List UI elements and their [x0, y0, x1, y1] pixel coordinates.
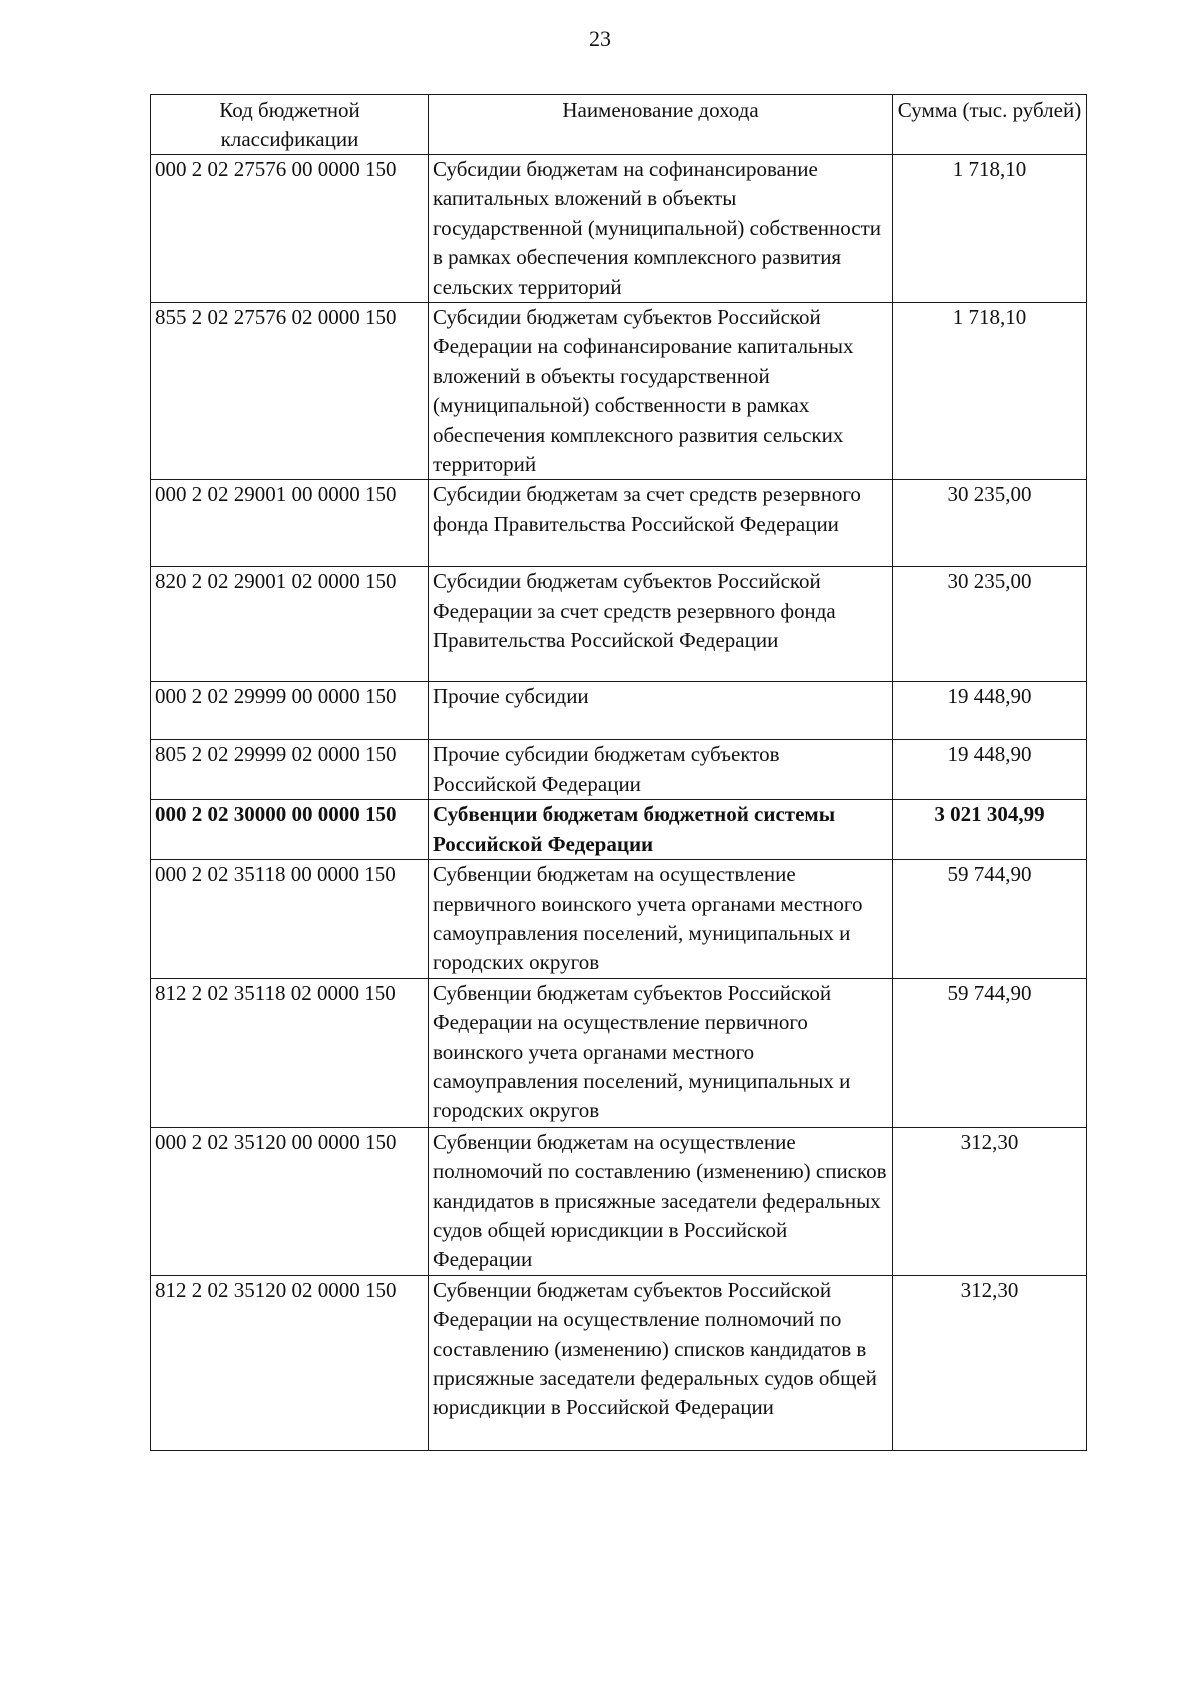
- row-sum: 1 718,10: [893, 303, 1087, 480]
- row-code: 812 2 02 35120 02 0000 150: [151, 1275, 429, 1450]
- table-row: [151, 860, 1087, 979]
- table-row: [151, 303, 1087, 480]
- row-sum: 312,30: [893, 1275, 1087, 1450]
- row-code: 000 2 02 27576 00 0000 150: [151, 155, 429, 303]
- table-row: [151, 1127, 1087, 1275]
- table-row: [151, 567, 1087, 682]
- table-row-total: [151, 800, 1087, 860]
- table-row: [151, 740, 1087, 800]
- row-name: Субвенции бюджетам бюджетной системы Российской Федерации: [429, 800, 893, 860]
- row-sum: 59 744,90: [893, 860, 1087, 979]
- row-sum: 30 235,00: [893, 480, 1087, 567]
- table-body: [151, 155, 1087, 1451]
- row-name: Субсидии бюджетам субъектов Российской Федерации на софинансирование капитальных вложений в объекты государственной (муниципальной) собственности в рамках обеспечения комплексного развития сельских территорий: [429, 303, 893, 480]
- table-row: [151, 480, 1087, 567]
- row-code: 000 2 02 35118 00 0000 150: [151, 860, 429, 979]
- row-sum: 30 235,00: [893, 567, 1087, 682]
- row-code: 805 2 02 29999 02 0000 150: [151, 740, 429, 800]
- row-sum: 19 448,90: [893, 682, 1087, 740]
- row-code: 855 2 02 27576 02 0000 150: [151, 303, 429, 480]
- table-row: [151, 682, 1087, 740]
- row-sum: 59 744,90: [893, 978, 1087, 1127]
- row-code: 820 2 02 29001 02 0000 150: [151, 567, 429, 682]
- row-code: 000 2 02 29001 00 0000 150: [151, 480, 429, 567]
- header-row: [151, 95, 1087, 155]
- table-row: [151, 1275, 1087, 1450]
- row-name: Прочие субсидии бюджетам субъектов Российской Федерации: [429, 740, 893, 800]
- row-code: 812 2 02 35118 02 0000 150: [151, 978, 429, 1127]
- row-code: 000 2 02 30000 00 0000 150: [151, 800, 429, 860]
- row-name: Субвенции бюджетам на осуществление полномочий по составлению (изменению) списков кандидатов в присяжные заседатели федеральных судов общей юрисдикции в Российской Федерации: [429, 1127, 893, 1275]
- row-sum: 1 718,10: [893, 155, 1087, 303]
- row-sum: 19 448,90: [893, 740, 1087, 800]
- row-name: Субвенции бюджетам субъектов Российской Федерации на осуществление первичного воинского учета органами местного самоуправления поселений, муниципальных и городских округов: [429, 978, 893, 1127]
- row-code: 000 2 02 29999 00 0000 150: [151, 682, 429, 740]
- row-sum: 312,30: [893, 1127, 1087, 1275]
- row-code: 000 2 02 35120 00 0000 150: [151, 1127, 429, 1275]
- row-name: Субвенции бюджетам субъектов Российской Федерации на осуществление полномочий по составлению (изменению) списков кандидатов в присяжные заседатели федеральных судов общей юрисдикции в Российской Федерации: [429, 1275, 893, 1450]
- row-name: Субсидии бюджетам субъектов Российской Федерации за счет средств резервного фонда Правительства Российской Федерации: [429, 567, 893, 682]
- header-name: Наименование дохода: [429, 95, 893, 155]
- row-name: Прочие субсидии: [429, 682, 893, 740]
- table-row: [151, 978, 1087, 1127]
- row-sum: 3 021 304,99: [893, 800, 1087, 860]
- table-row: [151, 155, 1087, 303]
- revenue-table: [150, 94, 1087, 1451]
- header-sum: Сумма (тыс. рублей): [893, 95, 1087, 155]
- header-code: Код бюджетной классификации: [151, 95, 429, 155]
- row-name: Субсидии бюджетам на софинансирование капитальных вложений в объекты государственной (муниципальной) собственности в рамках обеспечения комплексного развития сельских территорий: [429, 155, 893, 303]
- row-name: Субвенции бюджетам на осуществление первичного воинского учета органами местного самоуправления поселений, муниципальных и городских округов: [429, 860, 893, 979]
- page-number: 23: [589, 26, 611, 51]
- row-name: Субсидии бюджетам за счет средств резервного фонда Правительства Российской Федерации: [429, 480, 893, 567]
- table-header: [151, 95, 1087, 155]
